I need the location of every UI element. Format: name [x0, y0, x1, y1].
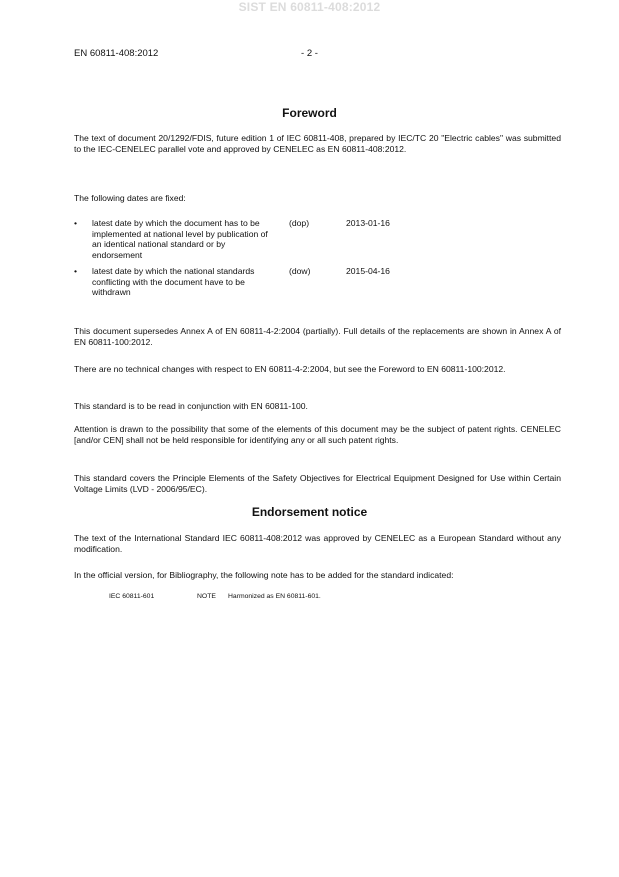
foreword-intro: The text of document 20/1292/FDIS, future edition 1 of IEC 60811-408, prepared by IEC/TC 20 "Electric cables" was submitted to the IEC-CENELEC parallel vote and approved by CENELEC as EN 60811-408:2012.: [74, 133, 561, 154]
patent-paragraph: Attention is drawn to the possibility that some of the elements of this document may be the subject of patent rights. CENELEC [and/or CEN] shall not be held responsible for identifying any or all such patent rights.: [74, 424, 561, 445]
date-row-date: 2013-01-16: [346, 218, 390, 228]
bibliography-intro: In the official version, for Bibliography, the following note has to be added for the standard indicated:: [74, 570, 454, 580]
page-number: - 2 -: [301, 48, 318, 59]
date-row-code: (dop): [289, 218, 310, 228]
date-row-date: 2015-04-16: [346, 266, 390, 276]
note-text: Harmonized as EN 60811-601.: [228, 593, 321, 600]
supersedes-paragraph: This document supersedes Annex A of EN 60811-4-2:2004 (partially). Full details of the replacements are shown in Annex A of EN 60811-100:2012.: [74, 326, 561, 347]
no-changes-paragraph: There are no technical changes with respect to EN 60811-4-2:2004, but see the Foreword to EN 60811-100:2012.: [74, 364, 506, 374]
date-row-code: (dow): [289, 266, 311, 276]
date-row-text: latest date by which the national standards conflicting with the document have to be withdrawn: [92, 266, 255, 298]
endorsement-text: The text of the International Standard IEC 60811-408:2012 was approved by CENELEC as a European Standard without any modification.: [74, 533, 561, 554]
bullet-icon: •: [74, 266, 78, 276]
date-row-dop: [74, 218, 561, 266]
lvd-paragraph: This standard covers the Principle Elements of the Safety Objectives for Electrical Equipment Designed for Use within Certain Voltage Limits (LVD - 2006/95/EC).: [74, 473, 561, 494]
note-label: NOTE: [197, 593, 216, 600]
endorsement-title: Endorsement notice: [251, 505, 368, 519]
dates-intro: The following dates are fixed:: [74, 193, 186, 203]
header-doc-id: EN 60811-408:2012: [74, 48, 159, 59]
foreword-title: Foreword: [282, 106, 337, 120]
date-row-dow: [74, 266, 561, 302]
note-reference: IEC 60811-601: [109, 593, 155, 600]
date-row-text: latest date by which the document has to be implemented at national level by publication of an identical national standard or by endorsement: [92, 218, 268, 260]
bullet-icon: •: [74, 218, 78, 228]
watermark: SIST EN 60811-408:2012: [238, 0, 381, 14]
conjunction-paragraph: This standard is to be read in conjunction with EN 60811-100.: [74, 401, 308, 411]
